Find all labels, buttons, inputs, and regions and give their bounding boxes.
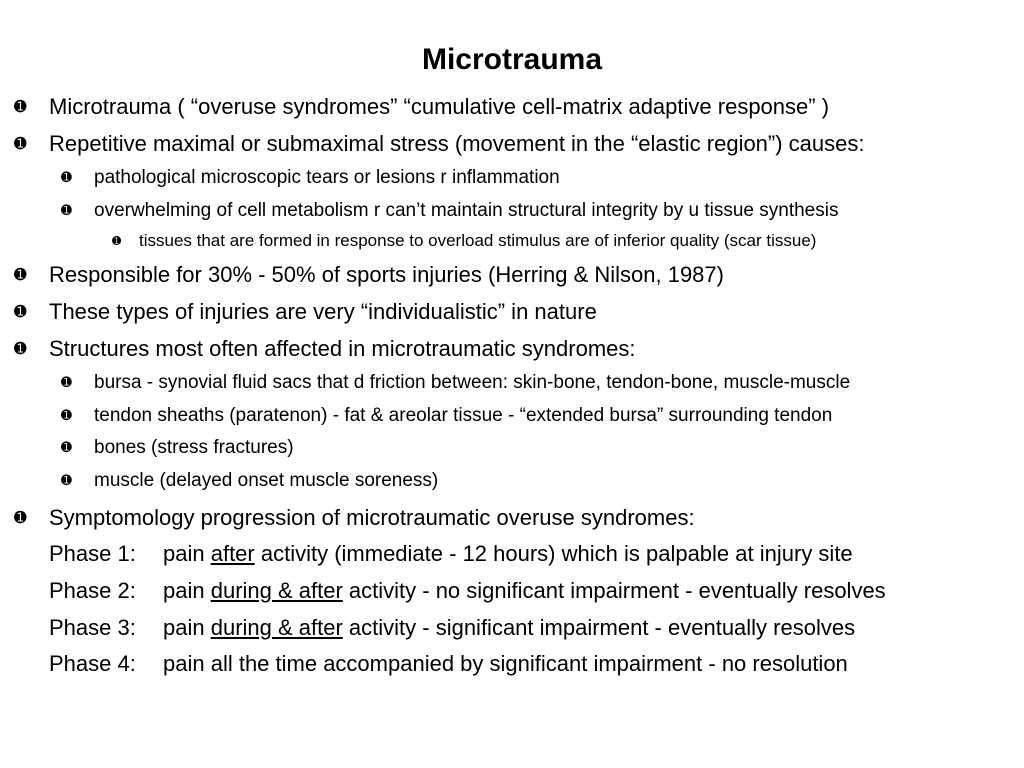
bullet-icon: ➊ [61, 473, 72, 489]
bullet-text: Microtrauma ( “overuse syndromes” “cumulative cell-matrix adaptive response” ) [49, 94, 830, 119]
phase-label: Phase 2: [49, 578, 136, 603]
bullet-text: Symptomology progression of microtraumatic overuse syndromes: [49, 505, 695, 530]
bullet-icon: ➊ [14, 302, 27, 321]
sub-bullet-item [61, 405, 833, 427]
phase-text-underlined: during & after [210, 615, 343, 640]
phase-label: Phase 4: [49, 651, 136, 676]
slide-title: Microtrauma [421, 43, 603, 76]
phase-line [49, 651, 848, 677]
bullet-item [14, 299, 597, 325]
bullet-item [14, 505, 695, 531]
bullet-text: Responsible for 30% - 50% of sports injuries (Herring & Nilson, 1987) [49, 262, 724, 287]
sub-bullet-item [61, 167, 560, 189]
bullet-icon: ➊ [14, 508, 27, 527]
phase-text-pre: pain all the time accompanied by significant impairment - no resolution [163, 651, 848, 676]
sub-bullet-item [61, 437, 294, 459]
bullet-text: overwhelming of cell metabolism r can’t maintain structural integrity by u tissue synthesis [94, 200, 839, 221]
bullet-item [14, 94, 830, 120]
bullet-text: tendon sheaths (paratenon) - fat & areolar tissue - “extended bursa” surrounding tendon [94, 405, 833, 426]
bullet-icon: ➊ [61, 170, 72, 186]
bullet-text: Repetitive maximal or submaximal stress (movement in the “elastic region”) causes: [49, 131, 865, 156]
sub-bullet-item [61, 470, 439, 492]
phase-label: Phase 3: [49, 615, 136, 640]
bullet-icon: ➊ [112, 234, 122, 248]
bullet-text: muscle (delayed onset muscle soreness) [94, 470, 439, 491]
bullet-item [14, 262, 724, 288]
bullet-icon: ➊ [14, 97, 27, 116]
bullet-icon: ➊ [61, 375, 72, 391]
bullet-icon: ➊ [61, 440, 72, 456]
bullet-icon: ➊ [14, 265, 27, 284]
bullet-text: Structures most often affected in microtraumatic syndromes: [49, 336, 636, 361]
phase-text-post: activity - no significant impairment - eventually resolves [342, 578, 886, 603]
sub-sub-bullet-item [112, 231, 817, 251]
phase-label: Phase 1: [49, 541, 136, 566]
bullet-text: These types of injuries are very “individualistic” in nature [49, 299, 597, 324]
bullet-icon: ➊ [14, 134, 27, 153]
sub-bullet-item [61, 200, 839, 222]
bullet-item [14, 131, 865, 157]
bullet-icon: ➊ [61, 203, 72, 219]
phase-text-pre: pain [163, 541, 211, 566]
bullet-icon: ➊ [61, 408, 72, 424]
phase-line [49, 615, 855, 641]
phase-text-post: activity (immediate - 12 hours) which is palpable at injury site [254, 541, 853, 566]
bullet-item [14, 336, 636, 362]
sub-bullet-item [61, 372, 851, 394]
phase-text-pre: pain [163, 578, 211, 603]
phase-line [49, 578, 886, 604]
bullet-text: bones (stress fractures) [94, 437, 294, 458]
phase-text-pre: pain [163, 615, 211, 640]
bullet-icon: ➊ [14, 339, 27, 358]
bullet-text: bursa - synovial fluid sacs that d friction between: skin-bone, tendon-bone, muscle-muscle [94, 372, 851, 393]
phase-text-underlined: during & after [210, 578, 343, 603]
phase-text-underlined: after [210, 541, 255, 566]
phase-text-post: activity - significant impairment - eventually resolves [342, 615, 856, 640]
bullet-text: tissues that are formed in response to overload stimulus are of inferior quality (scar tissue) [139, 231, 817, 250]
bullet-text: pathological microscopic tears or lesions r inflammation [94, 167, 560, 188]
phase-line [49, 541, 853, 567]
